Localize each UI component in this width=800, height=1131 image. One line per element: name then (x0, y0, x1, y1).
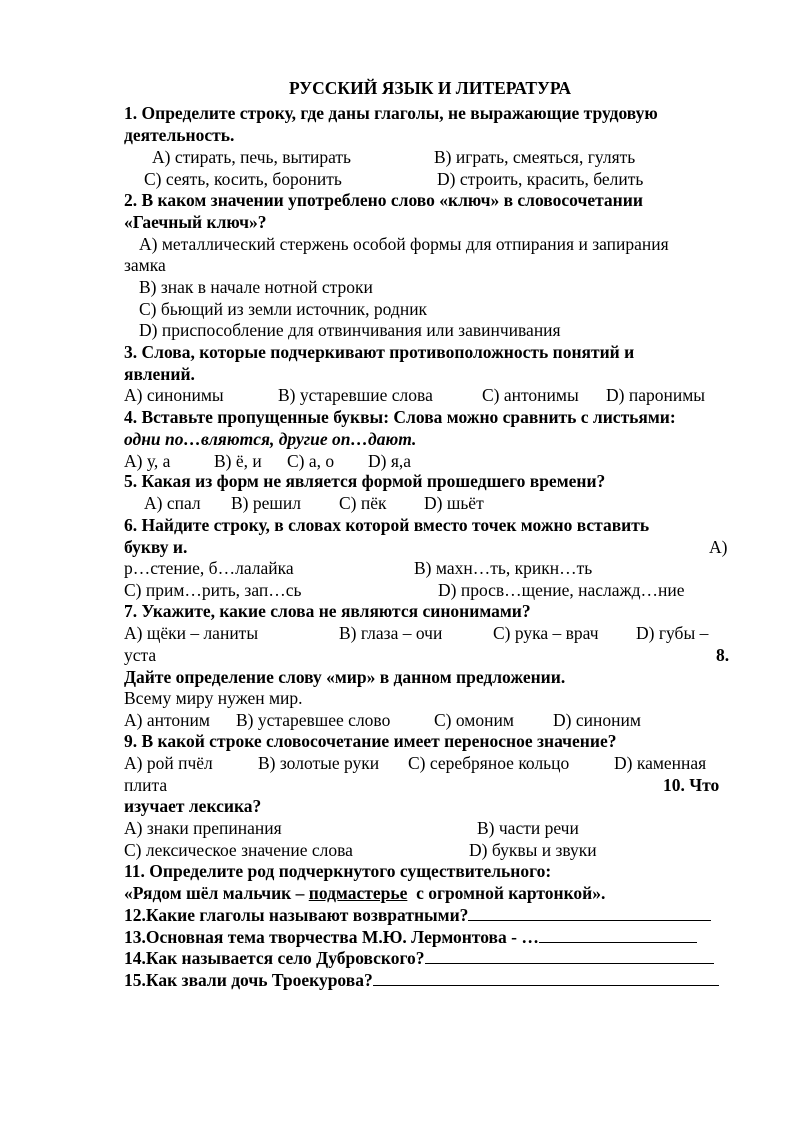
q7-option-d-line2: уста (124, 645, 157, 665)
q10-option-b: В) части речи (477, 818, 579, 838)
q1-options-row1 (124, 146, 734, 168)
q9-option-b: В) золотые руки (258, 753, 380, 773)
q9-options-row (124, 752, 734, 774)
q6-text-line2: букву и. (124, 537, 188, 557)
q10-number: 10. Что (663, 775, 720, 795)
q5-option-c: С) пёк (339, 493, 387, 513)
q5-option-a: А) спал (144, 493, 201, 513)
q4-option-b: В) ё, и (214, 451, 262, 471)
q3-option-c: С) антонимы (482, 385, 579, 405)
q6-option-d: D) просв…щение, наслажд…ние (438, 580, 685, 600)
q6-option-b: В) махн…ть, крикн…ть (414, 558, 593, 578)
q2-text-line1: 2. В каком значении употреблено слово «ключ» в словосочетании (124, 190, 643, 210)
q10-option-c: С) лексическое значение слова (124, 840, 353, 860)
q3-option-d: D) паронимы (606, 385, 706, 405)
q3-options-row (124, 384, 734, 406)
q6-option-c: С) прим…рить, зап…сь (124, 580, 302, 600)
q5-text-line1: 5. Какая из форм не является формой прошедшего времени? (124, 471, 606, 491)
q6-options-row1 (124, 557, 734, 579)
q3-option-a: А) синонимы (124, 385, 224, 405)
q10-options-row2 (124, 839, 734, 861)
q14-answer-blank[interactable] (425, 947, 714, 964)
q2-option-c: С) бьющий из земли источник, родник (139, 299, 428, 319)
q15-answer-blank[interactable] (373, 969, 719, 986)
q2-option-d: D) приспособление для отвинчивания или завинчивания (139, 320, 561, 340)
q8-option-c: С) омоним (434, 710, 514, 730)
q8-options-row (124, 709, 734, 731)
q7-option-a: А) щёки – ланиты (124, 623, 259, 643)
q6-options-row2 (124, 579, 734, 601)
q11-underlined-noun: подмастерье (308, 883, 408, 903)
q7-option-c: С) рука – врач (493, 623, 599, 643)
q6-option-a-label: А) (709, 537, 728, 557)
q13-answer-blank[interactable] (539, 926, 697, 943)
q12-line (124, 904, 734, 926)
q9-option-d: D) каменная (614, 753, 707, 773)
q15-text: 15.Как звали дочь Троекурова? (124, 970, 373, 990)
q1-option-c: С) сеять, косить, боронить (144, 169, 342, 189)
q10-option-d: D) буквы и звуки (469, 840, 597, 860)
q5-options-row (124, 492, 734, 514)
q12-answer-blank[interactable] (468, 904, 711, 921)
q11-text-line2 (124, 882, 734, 904)
q1-options-row2 (124, 168, 734, 190)
q1-option-d: D) строить, красить, белить (437, 169, 644, 189)
q11-quote-start: «Рядом шёл мальчик – (124, 883, 309, 903)
q8-sentence: Всему миру нужен мир. (124, 688, 303, 708)
q1-option-a: А) стирать, печь, вытирать (152, 147, 352, 167)
q4-option-c: С) а, о (287, 451, 335, 471)
q4-text-line1: 4. Вставьте пропущенные буквы: Слова можно сравнить с листьями: (124, 407, 676, 427)
q13-line (124, 926, 734, 948)
q8-option-a: А) антоним (124, 710, 210, 730)
q8-text-line1: Дайте определение слову «мир» в данном предложении. (124, 667, 566, 687)
q13-text: 13.Основная тема творчества М.Ю. Лермонтова - … (124, 927, 539, 947)
q6-option-a: р…стение, б…лалайка (124, 558, 294, 578)
q2-option-b: В) знак в начале нотной строки (139, 277, 373, 297)
q1-option-b: В) играть, смеяться, гулять (434, 147, 636, 167)
q11-text-line1: 11. Определите род подчеркнутого существительного: (124, 861, 552, 881)
q3-text-line2: явлений. (124, 364, 195, 384)
q10-text-line1: изучает лексика? (124, 796, 262, 816)
q7-text-line1: 7. Укажите, какие слова не являются синонимами? (124, 601, 531, 621)
q7-option-d: D) губы – (636, 623, 709, 643)
q9-option-c: С) серебряное кольцо (408, 753, 570, 773)
q14-line (124, 947, 734, 969)
q1-text-line1: 1. Определите строку, где даны глаголы, не выражающие трудовую (124, 103, 658, 123)
q3-option-b: В) устаревшие слова (278, 385, 433, 405)
q2-option-a-line1: А) металлический стержень особой формы для отпирания и запирания (139, 234, 669, 254)
q5-option-d: D) шьёт (424, 493, 484, 513)
q4-text-line2: одни по…вляются, другие оп…дают. (124, 429, 417, 449)
q9-option-a: А) рой пчёл (124, 753, 213, 773)
q9-option-d-line2: плита (124, 775, 168, 795)
q3-text-line1: 3. Слова, которые подчеркивают противоположность понятий и (124, 342, 635, 362)
q11-quote-end: с огромной картонкой». (407, 883, 606, 903)
q14-text: 14.Как называется село Дубровского? (124, 948, 425, 968)
q2-option-a-line2: замка (124, 255, 166, 275)
q10-option-a: А) знаки препинания (124, 818, 282, 838)
q7-options-row (124, 622, 734, 644)
q4-options-row (124, 450, 734, 472)
q15-line (124, 969, 734, 991)
q6-text-line1: 6. Найдите строку, в словах которой вместо точек можно вставить (124, 515, 650, 535)
q8-number: 8. (716, 645, 730, 665)
q8-option-b: В) устаревшее слово (236, 710, 391, 730)
q12-text: 12.Какие глаголы называют возвратными? (124, 905, 469, 925)
q4-option-a: А) у, а (124, 451, 171, 471)
page-title: РУССКИЙ ЯЗЫК И ЛИТЕРАТУРА (289, 78, 571, 98)
q10-options-row1 (124, 817, 734, 839)
q1-text-line2: деятельность. (124, 125, 235, 145)
q4-option-d: D) я,а (368, 451, 412, 471)
q7-option-b: В) глаза – очи (339, 623, 443, 643)
q2-text-line2: «Гаечный ключ»? (124, 212, 267, 232)
q9-text-line1: 9. В какой строке словосочетание имеет переносное значение? (124, 731, 617, 751)
q5-option-b: В) решил (231, 493, 301, 513)
q8-option-d: D) синоним (553, 710, 641, 730)
